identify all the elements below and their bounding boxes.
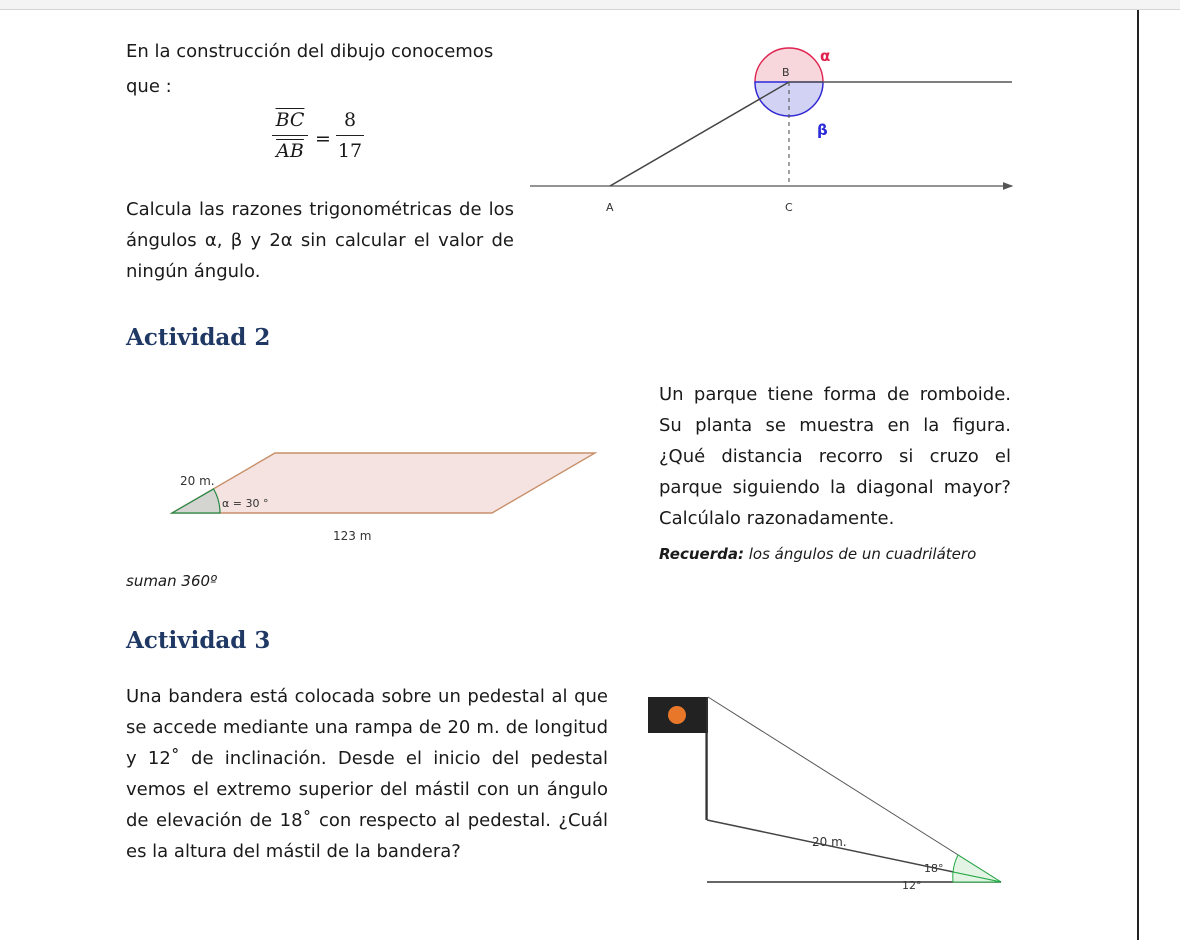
formula-left-fraction [272,108,308,163]
activity3-heading: Actividad 3 [126,627,271,654]
ratio-numerator: 8 [343,109,357,131]
intro-line-2: que : [126,76,172,97]
label-base-123m: 123 m [333,529,372,543]
activity2-text: Un parque tiene forma de romboide. Su planta se muestra en la figura. ¿Qué distancia recorro si cruzo el parque siguiendo la diagonal mayor? Calcúlalo razonadamente. [659,384,1011,529]
angle-alpha-sector [172,489,220,513]
activity2-heading: Actividad 2 [126,324,271,351]
formula-right-fraction [336,108,364,163]
intro-task: Calcula las razones trigonométricas de los ángulos α, β y 2α sin calcular el valor de ningún ángulo. [126,199,514,282]
segment-ab: AB [276,140,304,162]
page-edge-line [1137,10,1139,940]
fraction-bar [336,135,364,136]
sight-line [708,697,1001,882]
segment-bc: $\overline{BC}$ [275,109,305,131]
label-angle-18: 18° [924,862,944,875]
figure-rhomboid-park [170,448,610,548]
ratio-denominator: 17 [337,140,363,162]
label-c: C [785,201,793,214]
activity2-note [659,544,1012,564]
label-side-20m: 20 m. [180,474,215,488]
label-beta: β [817,121,828,139]
label-angle-30: α = 30 ° [222,497,269,510]
activity3-text: Una bandera está colocada sobre un pedestal al que se accede mediante una rampa de 20 m. de longitud y 12˚ de inclinación. Desde el inicio del pedestal vemos el extremo superior del mástil con un ángulo de elevación de 18˚ con respecto al pedestal. ¿Cuál es la altura del mástil de la bandera? [126,686,608,862]
figure-flag-pedestal [640,694,1015,894]
activity2-note-continuation: suman 360º [126,572,218,590]
document-page [0,10,1137,940]
top-toolbar-strip [0,0,1180,10]
label-a: A [606,201,614,214]
equals-sign: = [315,128,331,150]
intro-line-1: En la construcción del dibujo conocemos [126,41,494,62]
flag-orange-dot [668,706,686,724]
figure-abc-construction [530,30,1020,225]
segment-ab-line [610,82,789,186]
note-bold: Recuerda: [659,545,744,563]
label-angle-12: 12° [902,879,922,892]
label-ramp-20m: 20 m. [812,835,847,849]
fraction-bar [272,135,308,136]
label-b: B [782,66,790,79]
note-text: los ángulos de un cuadrilátero [743,545,977,563]
label-alpha: α [820,47,831,65]
